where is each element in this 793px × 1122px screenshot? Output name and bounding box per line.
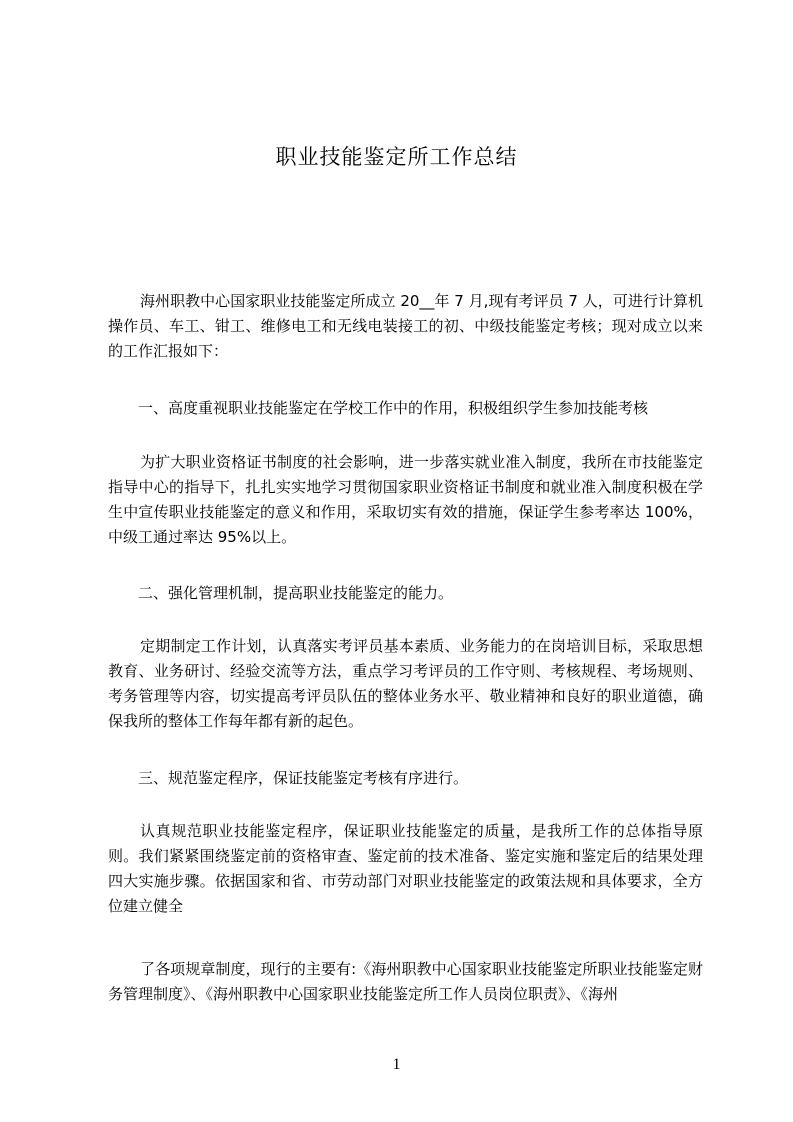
- section-1-heading: 一、高度重视职业技能鉴定在学校工作中的作用，积极组织学生参加技能考核: [138, 399, 649, 417]
- section-3-body: 认真规范职业技能鉴定程序，保证职业技能鉴定的质量，是我所工作的总体指导原则。我们紧紧围绕鉴定前的资格审查、鉴定前的技术准备、鉴定实施和鉴定后的结果处理四大实施步骤。依据国家和省、市劳动部门对职业技能鉴定的政策法规和具体要求，全方位建立健全: [108, 822, 703, 915]
- continuation-paragraph: 了各项规章制度，现行的主要有:《海州职教中心国家职业技能鉴定所职业技能鉴定财务管理制度》、《海州职教中心国家职业技能鉴定所工作人员岗位职责》、《海州: [108, 960, 703, 1003]
- section-1-body: 为扩大职业资格证书制度的社会影响，进一步落实就业准入制度，我所在市技能鉴定指导中心的指导下，扎扎实实地学习贯彻国家职业资格证书制度和就业准入制度积极在学生中宣传职业技能鉴定的意义和作用，采取切实有效的措施，保证学生参考率达 100%，中级工通过率达 95%以上。: [108, 453, 703, 546]
- section-3-heading: 三、规范鉴定程序，保证技能鉴定考核有序进行。: [138, 769, 469, 787]
- page-number: 1: [392, 1056, 401, 1073]
- intro-paragraph: 海州职教中心国家职业技能鉴定所成立 20__年 7 月,现有考评员 7 人，可进行计算机操作员、车工、钳工、维修电工和无线电装接工的初、中级技能鉴定考核；现对成立以来的工作汇报如下：: [108, 292, 703, 360]
- document-title: 职业技能鉴定所工作总结: [275, 145, 518, 169]
- section-2-heading: 二、强化管理机制，提高职业技能鉴定的能力。: [138, 584, 454, 602]
- section-2-body: 定期制定工作计划，认真落实考评员基本素质、业务能力的在岗培训目标，采取思想教育、业务研讨、经验交流等方法，重点学习考评员的工作守则、考核规程、考场规则、考务管理等内容，切实提高考评员队伍的整体业务水平、敬业精神和良好的职业道德，确保我所的整体工作每年都有新的起色。: [108, 637, 703, 730]
